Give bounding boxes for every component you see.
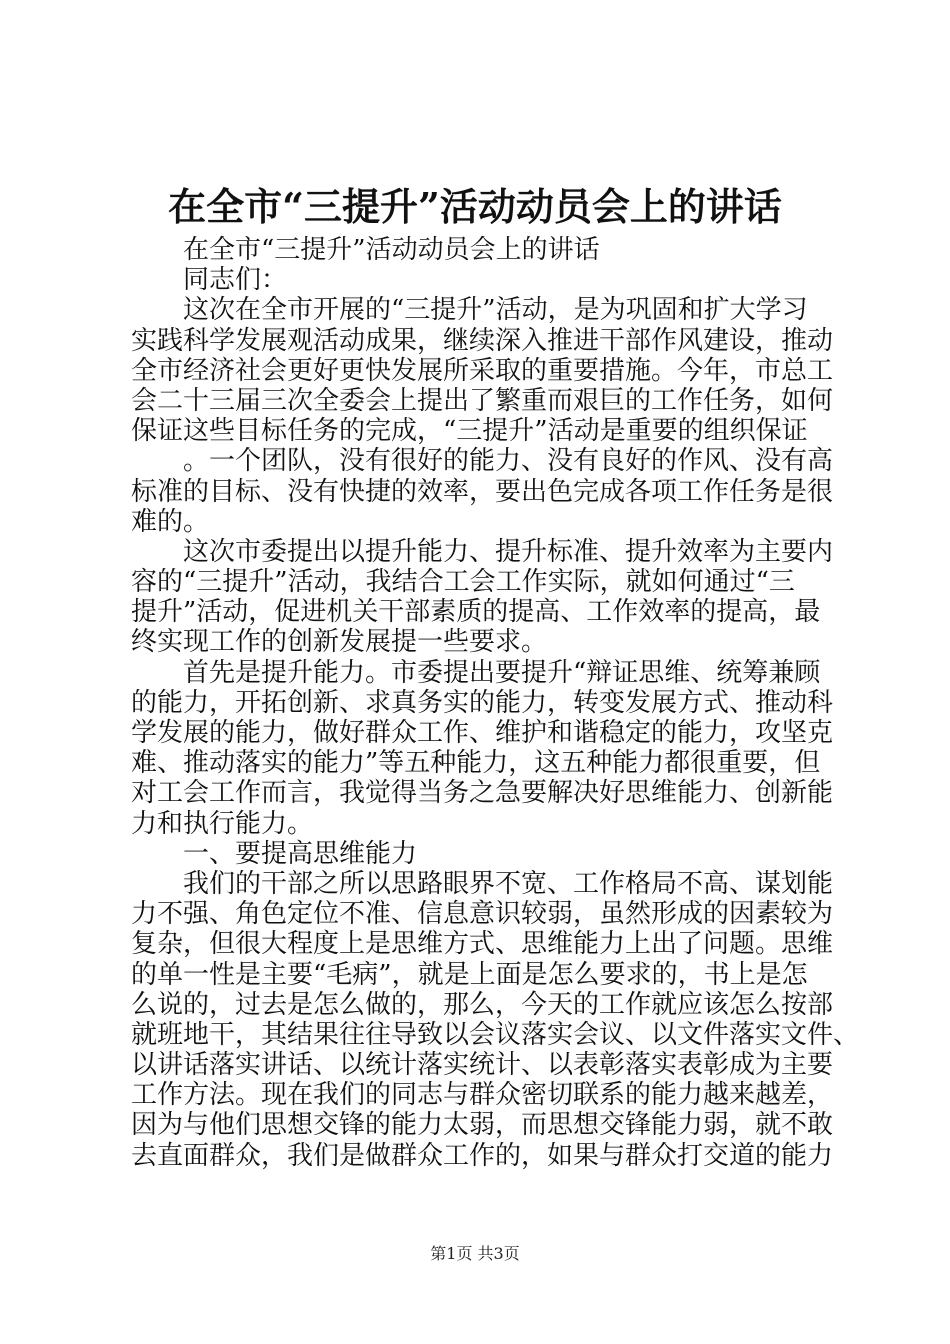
text-line: 会二十三届三次全委会上提出了繁重而艰巨的工作任务，如何	[131, 385, 834, 416]
text-line: 保证这些目标任务的完成，“三提升”活动是重要的组织保证	[131, 416, 808, 447]
text-line: 提升”活动，促进机关干部素质的提高、工作效率的提高，最	[131, 597, 821, 628]
text-line: 么说的，过去是怎么做的，那么，今天的工作就应该怎么按部	[131, 989, 834, 1020]
text-line: 的能力，开拓创新、求真务实的能力，转变发展方式、推动科	[131, 687, 834, 718]
text-line: 学发展的能力，做好群众工作、维护和谐稳定的能力，攻坚克	[131, 718, 834, 748]
text-line: 力不强、角色定位不准、信息意识较弱，虽然形成的因素较为	[131, 899, 834, 930]
text-line: 实践科学发展观活动成果，继续深入推进干部作风建设，推动	[131, 325, 834, 356]
text-line: 去直面群众，我们是做群众工作的，如果与群众打交道的能力	[131, 1140, 834, 1171]
text-line: 我们的干部之所以思路眼界不宽、工作格局不高、谋划能	[183, 868, 834, 899]
text-line: 在全市“三提升”活动动员会上的讲话	[183, 235, 600, 265]
text-line: 全市经济社会更好更快发展所采取的重要措施。今年，市总工	[131, 355, 834, 386]
text-line: 工作方法。现在我们的同志与群众密切联系的能力越来越差，	[131, 1080, 834, 1111]
text-line: 一、要提高思维能力	[183, 838, 418, 869]
text-line: 难的。	[131, 506, 210, 537]
text-line: 容的“三提升”活动，我结合工会工作实际，就如何通过“三	[131, 567, 795, 598]
text-line: 这次市委提出以提升能力、提升标准、提升效率为主要内	[183, 536, 834, 567]
text-line: 这次在全市开展的“三提升”活动，是为巩固和扩大学习	[183, 295, 808, 326]
text-line: 首先是提升能力。市委提出要提升“辩证思维、统筹兼顾	[183, 657, 821, 688]
text-line: 终实现工作的创新发展提一些要求。	[131, 627, 548, 658]
page-footer: 第1页 共3页	[430, 1244, 520, 1263]
text-line: 的单一性是主要“毛病”，就是上面是怎么要求的，书上是怎	[131, 959, 808, 990]
text-line: 就班地干，其结果往往导致以会议落实会议、以文件落实文件、	[131, 1019, 860, 1050]
text-line: 。一个团队，没有很好的能力、没有良好的作风、没有高	[183, 446, 834, 477]
text-line: 复杂，但很大程度上是思维方式、思维能力上出了问题。思维	[131, 929, 834, 960]
text-line: 难、推动落实的能力”等五种能力，这五种能力都很重要，但	[131, 748, 821, 779]
document-body	[131, 235, 860, 1171]
text-line: 同志们：	[183, 265, 288, 296]
text-line: 因为与他们思想交锋的能力太弱，而思想交锋能力弱，就不敢	[131, 1110, 834, 1141]
text-line: 对工会工作而言，我觉得当务之急要解决好思维能力、创新能	[131, 778, 834, 809]
text-line: 力和执行能力。	[131, 808, 314, 839]
text-line: 标准的目标、没有快捷的效率，要出色完成各项工作任务是很	[131, 476, 834, 507]
document-title: 在全市“三提升”活动动员会上的讲话	[168, 184, 782, 229]
text-line: 以讲话落实讲话、以统计落实统计、以表彰落实表彰成为主要	[131, 1050, 834, 1081]
